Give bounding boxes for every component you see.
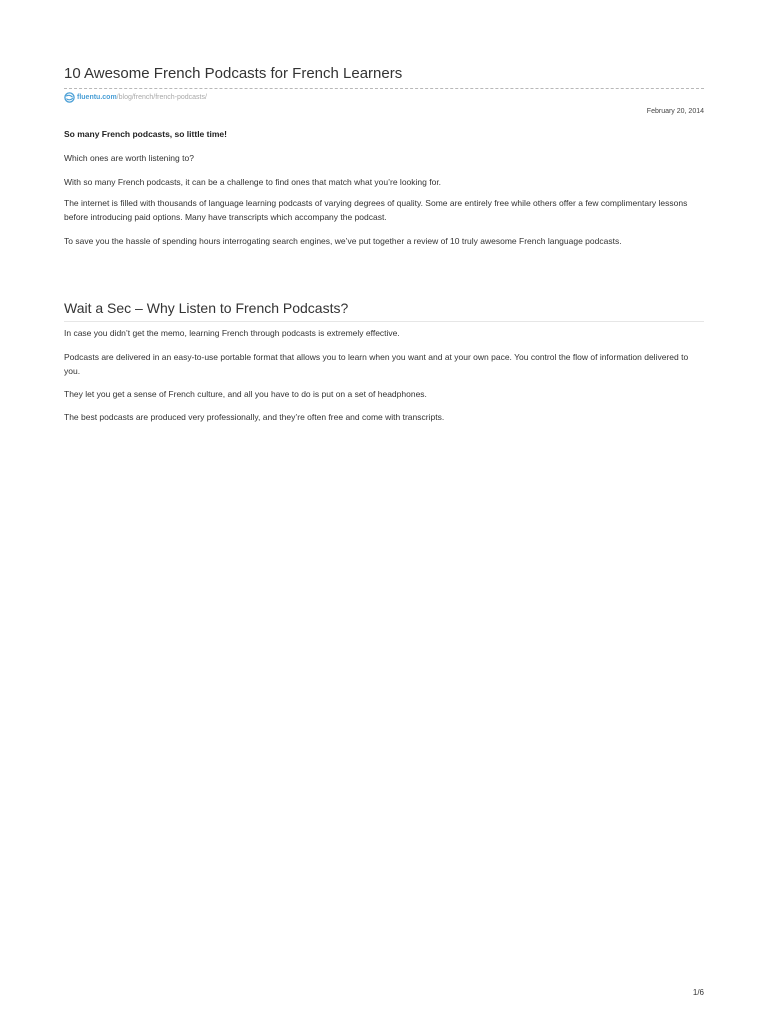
source-path[interactable]: /blog/french/french-podcasts/ [116, 93, 207, 101]
intro-paragraph: With so many French podcasts, it can be a challenge to find ones that match what you’re looking for. [64, 177, 442, 187]
section-divider [64, 321, 704, 322]
source-link[interactable] [64, 91, 207, 103]
publish-date: February 20, 2014 [646, 108, 704, 115]
link-globe-icon [64, 92, 75, 103]
page-number: 1/6 [692, 988, 704, 997]
section-paragraph: The best podcasts are produced very professionally, and they’re often free and come with transcripts. [64, 412, 445, 422]
section-heading: Wait a Sec – Why Listen to French Podcasts? [64, 300, 349, 316]
intro-paragraph: To save you the hassle of spending hours interrogating search engines, we’ve put together a review of 10 truly awesome French language podcasts. [64, 236, 622, 246]
source-domain[interactable]: fluentu.com [77, 93, 117, 101]
page-title: 10 Awesome French Podcasts for French Learners [64, 65, 403, 82]
title-divider [64, 88, 704, 89]
section-paragraph: They let you get a sense of French culture, and all you have to do is put on a set of headphones. [64, 389, 427, 399]
section-paragraph: In case you didn’t get the memo, learning French through podcasts is extremely effective. [64, 328, 400, 338]
document-page [64, 0, 704, 1024]
intro-paragraph: Which ones are worth listening to? [64, 153, 194, 163]
intro-lead: So many French podcasts, so little time! [64, 129, 227, 139]
intro-paragraph: The internet is filled with thousands of language learning podcasts of varying degrees of quality. Some are entirely free while others offer a few complimentary lessons before introducing paid options. Many have transcripts which accompany the podcast. [64, 198, 688, 222]
section-paragraph: Podcasts are delivered in an easy-to-use portable format that allows you to learn when you want and at your own pace. You control the flow of information delivered to you. [64, 352, 689, 376]
